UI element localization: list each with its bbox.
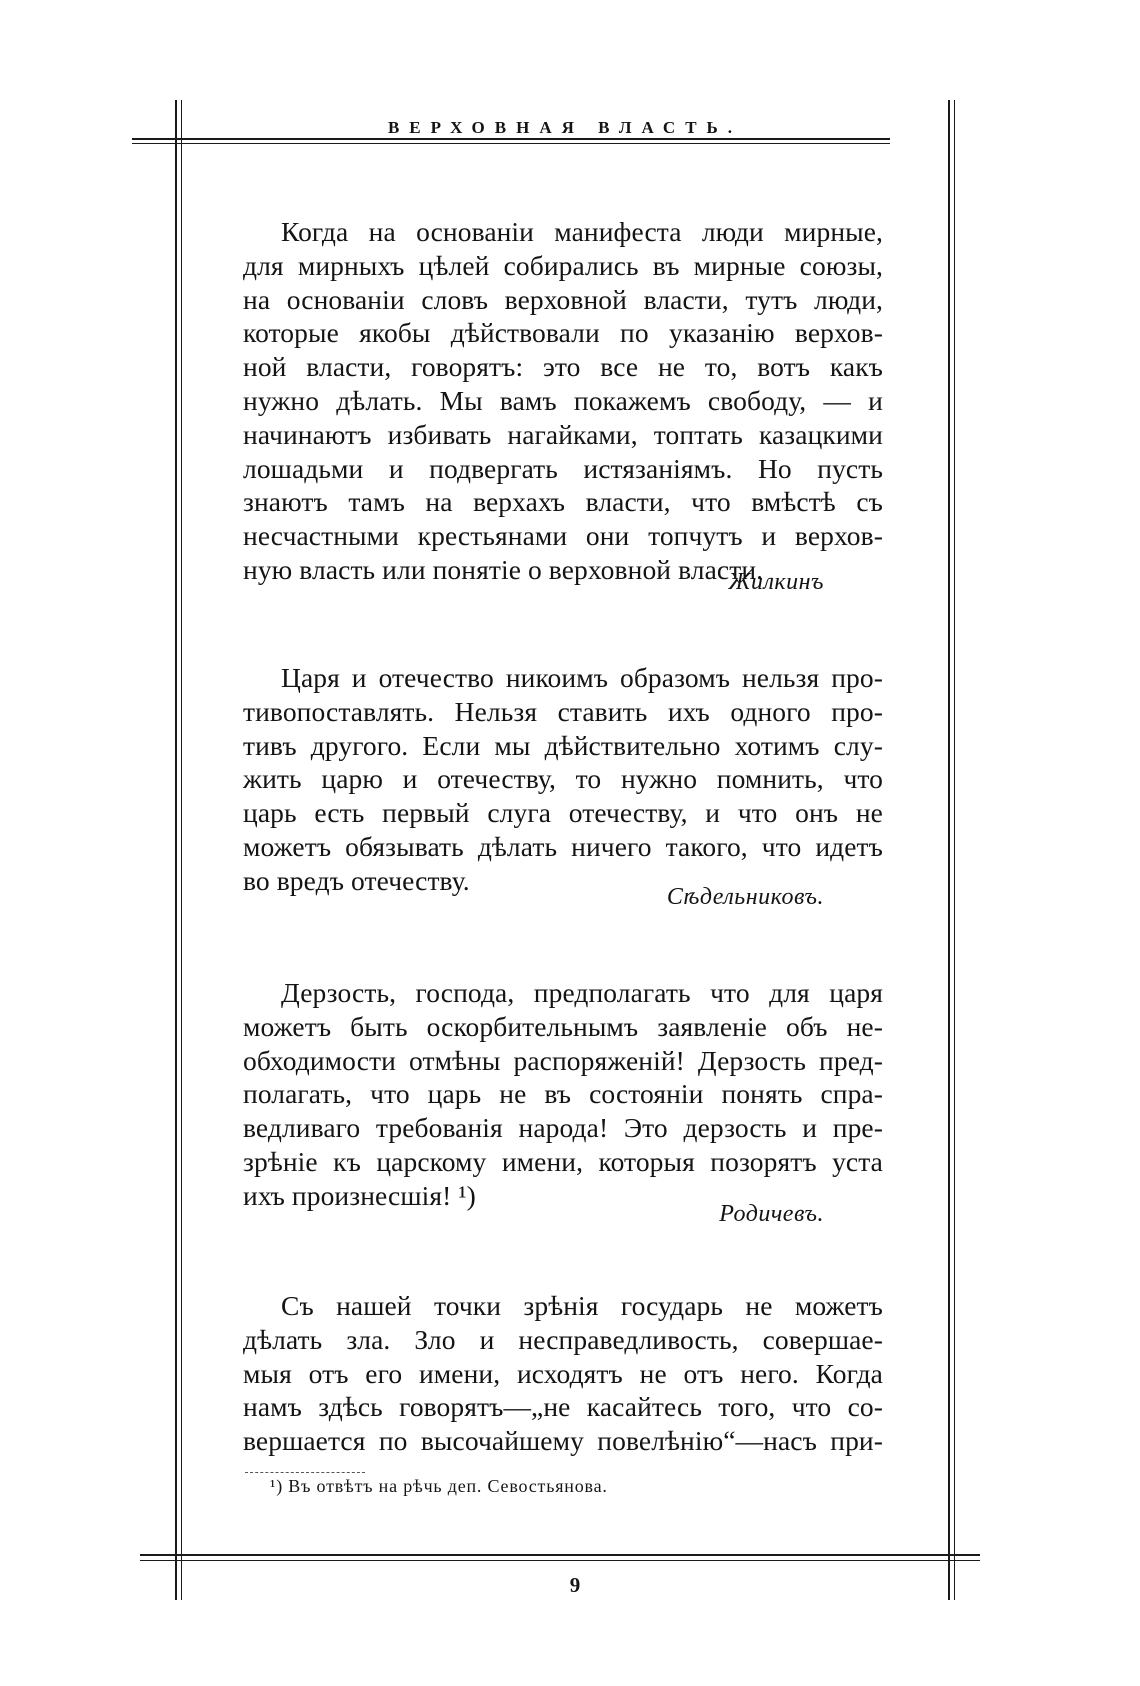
text-line: начинаютъ избивать нагайками, топтать казацкими — [243, 418, 883, 450]
text-line: для мирныхъ цѣлей собирались въ мирные союзы, — [243, 249, 883, 281]
text-line: тивъ другого. Если мы дѣйствительно хотимъ слу- — [243, 729, 883, 761]
text-line: знаютъ тамъ на верхахъ власти, что вмѣстѣ съ — [243, 486, 883, 518]
frame-bottom-rule-2 — [140, 1560, 980, 1561]
frame-top-rule-2 — [132, 143, 890, 144]
text-line: ведливаго требованія народа! Это дерзость и пре- — [243, 1112, 883, 1144]
text-line: лошадьми и подвергать истязаніямъ. Но пусть — [243, 452, 883, 484]
text-line: полагать, что царь не въ состояніи понять спра- — [243, 1078, 883, 1110]
text-line: которые якобы дѣйствовали по указанію верхов- — [243, 317, 883, 349]
paragraph-point-of-view — [243, 1289, 883, 1458]
footnote-separator — [245, 1472, 365, 1475]
text-line: во вредъ отечеству. — [243, 864, 470, 896]
text-line: Царя и отечество никоимъ образомъ нельзя про- — [281, 662, 883, 693]
text-line: обходимости отмѣны распоряженій! Дерзость пред- — [243, 1044, 883, 1076]
footnote: ¹) Въ отвѣтъ на рѣчь деп. Севостьянова. — [270, 1476, 608, 1496]
text-line: Когда на основаніи манифеста люди мирные, — [281, 216, 883, 247]
frame-top-rule-1 — [132, 138, 890, 140]
text-line: ихъ произнесшія! ¹) — [243, 1179, 476, 1211]
text-line: царь есть первый слуга отечеству, и что онъ не — [243, 797, 883, 829]
text-line: вершается по высочайшему повелѣнію“—насъ при- — [243, 1425, 883, 1457]
text-line: на основаніи словъ верховной власти, тутъ люди, — [243, 283, 883, 315]
text-line: зрѣніе къ царскому имени, которыя позорятъ уста — [243, 1145, 883, 1177]
text-line: мыя отъ его имени, исходятъ не отъ него. Когда — [243, 1357, 883, 1389]
text-line: ной власти, говорятъ: это все не то, вотъ какъ — [243, 351, 883, 383]
text-line: нужно дѣлать. Мы вамъ покажемъ свободу, — и — [243, 384, 883, 416]
text-line: жить царю и отечеству, то нужно помнить, что — [243, 763, 883, 795]
text-line: дѣлать зла. Зло и несправедливость, совершае- — [243, 1323, 883, 1355]
frame-left-rule-2 — [181, 100, 182, 1600]
signature-sedelnikov: Сѣдельниковъ. — [666, 884, 824, 910]
text-line: намъ здѣсь говорятъ—„не касайтесь того, что со- — [243, 1391, 883, 1423]
paragraph-zhilkin — [243, 215, 883, 587]
text-line: ную власть или понятіе о верховной власти. — [243, 553, 764, 585]
text-line: Съ нашей точки зрѣнія государь не можетъ — [281, 1290, 883, 1321]
text-line: можетъ обязывать дѣлать ничего такого, что идетъ — [243, 830, 883, 862]
text-line: тивопоставлять. Нельзя ставить ихъ одного про- — [243, 695, 883, 727]
frame-left-rule-1 — [175, 100, 177, 1600]
frame-bottom-rule-1 — [140, 1554, 980, 1556]
paragraph-rodichev — [243, 976, 883, 1213]
page-number: 9 — [569, 1573, 581, 1597]
frame-right-rule-1 — [948, 100, 950, 1600]
signature-zhilkin: Жилкинъ — [728, 569, 824, 595]
text-line: несчастными крестьянами они топчутъ и верхов- — [243, 520, 883, 552]
frame-right-rule-2 — [954, 100, 955, 1600]
paragraph-sedelnikov — [243, 661, 883, 898]
signature-rodichev: Родичевъ. — [719, 1201, 824, 1227]
text-line: можетъ быть оскорбительнымъ заявленіе объ не- — [243, 1010, 883, 1042]
text-line: Дерзость, господа, предполагать что для царя — [281, 977, 883, 1008]
running-header: ВЕРХОВНАЯ ВЛАСТЬ. — [387, 118, 743, 137]
